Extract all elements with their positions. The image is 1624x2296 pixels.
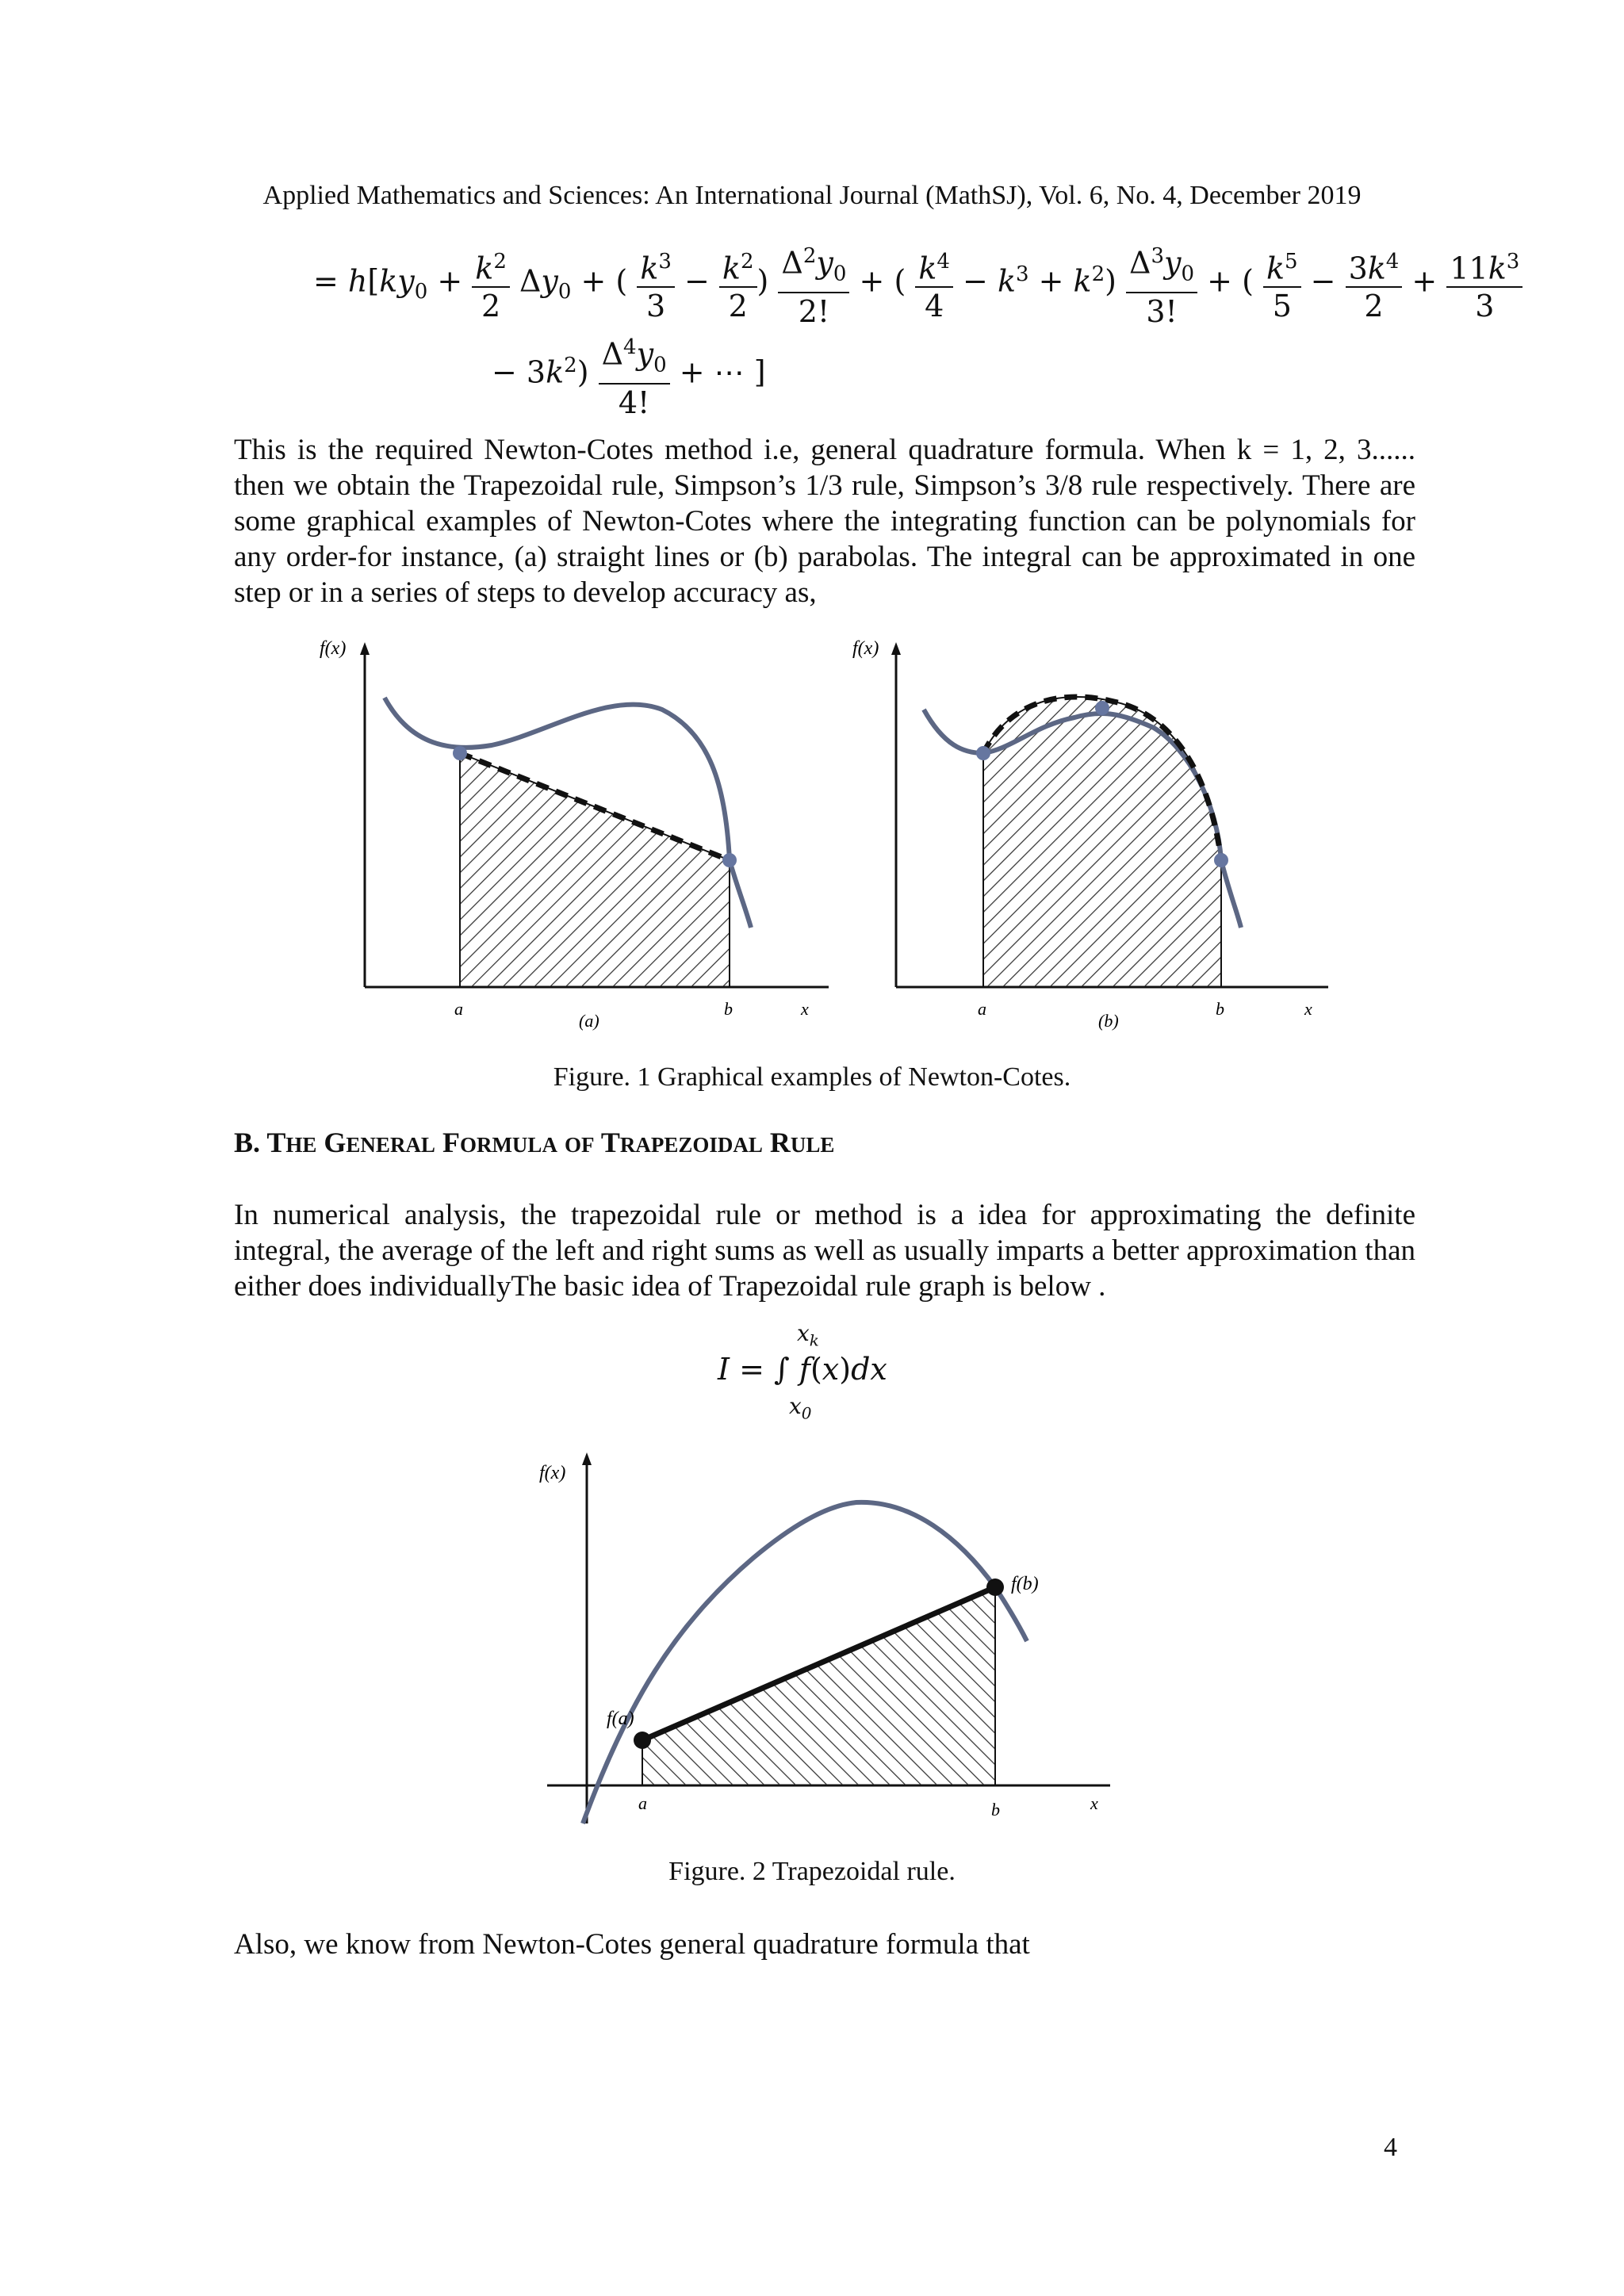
tick-b-a: b xyxy=(724,999,733,1019)
figure2-caption: Figure. 2 Trapezoidal rule. xyxy=(668,1857,956,1886)
hatched-area-a xyxy=(460,753,730,987)
ylabel-a: f(x) xyxy=(320,638,347,659)
panel-label-b: (b) xyxy=(1098,1011,1119,1031)
tick-b-b: b xyxy=(1216,999,1224,1019)
heading-word-rest: ULE xyxy=(790,1133,835,1157)
ylabel-b: f(x) xyxy=(852,638,879,659)
heading-word-rest: RAPEZOIDAL xyxy=(619,1133,763,1157)
figure1-newton-cotes-examples xyxy=(305,634,1344,1039)
heading-initial: T xyxy=(266,1127,286,1158)
heading-initial: F xyxy=(442,1127,460,1158)
heading-initial: G xyxy=(324,1127,347,1158)
series-equation-line2: − $3k^2$) $\frac{\Delta^4y_0}{4!}$ + ⋯ ] xyxy=(492,329,766,421)
heading-initial: T xyxy=(600,1127,620,1158)
xlabel-b: x xyxy=(1304,999,1312,1019)
fa-label: f(a) xyxy=(607,1709,634,1729)
heading-word-rest: ENERAL xyxy=(346,1133,435,1157)
figure2-trapezoidal-rule xyxy=(531,1443,1118,1839)
tick-a-fig2: a xyxy=(638,1793,647,1813)
page-number: 4 xyxy=(1384,2133,1397,2162)
figure1-panel-b xyxy=(852,638,1328,1031)
figure1-panel-a xyxy=(320,638,829,1031)
heading-word-rest: HE xyxy=(285,1133,317,1157)
paragraph-newton-cotes: This is the required Newton-Cotes method i.e, general quadrature formula. When k = 1, 2, 3...... then we obtain the Trapezoidal rule, Simpson’s 1/3 rule, Simpson’s 3/8 rule respectively. There are some graphical examples of Newton-Cotes where the integrating function can be polynomials for any order-for instance, (a) straight lines or (b) parabolas. The integral can be approximated in one step or in a series of steps to develop accuracy as, xyxy=(234,434,1415,609)
tick-b-fig2: b xyxy=(991,1800,1000,1820)
tick-a-a: a xyxy=(454,999,463,1019)
heading-word-rest: ORMULA xyxy=(459,1133,557,1157)
series-equation-line1: = $h[ky_0$ + $\frac{k^2}{2}$ $\Delta y_0$ + ( $\frac{k^3}{3}$ − $\frac{k^2}{2}$ ) $\frac{\Delta^2y_0}{2!}$ + ( $\frac{k^4}{4}$ − $k^3 + k^2$) $\frac{\Delta^3y_0}{3!}$ + ( $\frac{k^5}{5}$ − $\frac{3k^4}{2}$ + $\frac{11k^3}{3}$ xyxy=(313,238,1423,325)
paragraph-trapezoidal: In numerical analysis, the trapezoidal rule or method is a idea for approximating the definite integral, the average of the left and right sums as well as usually imparts a better approximation than either does individuallyThe basic idea of Trapezoidal rule graph is below . xyxy=(234,1199,1415,1303)
xlabel-fig2: x xyxy=(1090,1793,1098,1813)
section-heading xyxy=(234,1126,834,1159)
journal-header: Applied Mathematics and Sciences: An International Journal (MathSJ), Vol. 6, No. 4, December 2019 xyxy=(262,181,1362,210)
figure1-caption: Figure. 1 Graphical examples of Newton-Cotes. xyxy=(553,1062,1071,1092)
heading-word-rest: OF xyxy=(564,1133,595,1157)
panel-label-a: (a) xyxy=(579,1011,599,1031)
integral-equation: $x_k$ I = ∫ f(x)dx $x_0$ xyxy=(718,1320,887,1423)
section-number: B. xyxy=(234,1127,267,1158)
paragraph-also: Also, we know from Newton-Cotes general quadrature formula that xyxy=(234,1928,1030,1961)
xlabel-a: x xyxy=(801,999,809,1019)
fb-label: f(b) xyxy=(1011,1574,1039,1594)
ylabel-fig2: f(x) xyxy=(539,1463,566,1483)
tick-a-b: a xyxy=(978,999,986,1019)
heading-initial: R xyxy=(769,1127,791,1158)
